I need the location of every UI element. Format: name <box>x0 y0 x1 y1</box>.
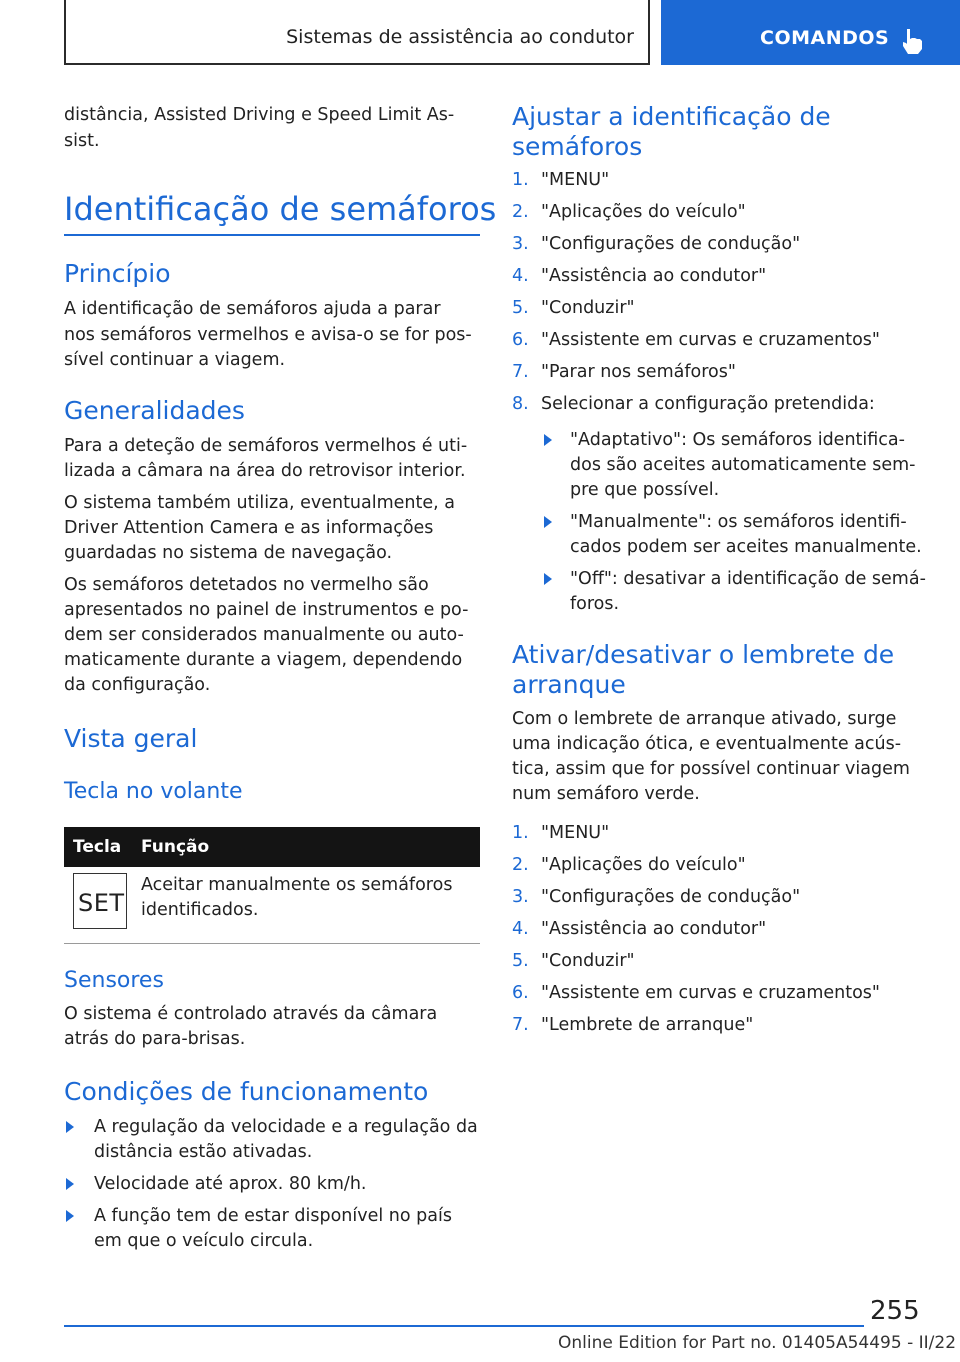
ativar-step-number: 3. <box>512 887 529 907</box>
table-bottom-rule <box>64 943 480 944</box>
principio-heading: Princípio <box>64 259 171 288</box>
generalidades-p2-line-3: guardadas no sistema de navegação. <box>64 543 393 563</box>
ajustar-step-text: "Assistente em curvas e cruzamentos" <box>541 330 880 350</box>
header-chapter-tab <box>661 0 960 65</box>
condicoes-bullet-3-line-1: A função tem de estar disponível no país <box>94 1206 452 1226</box>
ativar-step-text: "Assistência ao condutor" <box>541 919 767 939</box>
ativar-step-text: "MENU" <box>541 823 610 843</box>
page-number: 255 <box>870 1296 920 1326</box>
ativar-step-number: 4. <box>512 919 529 939</box>
bullet-triangle-icon <box>66 1210 74 1222</box>
ajustar-step-number: 1. <box>512 170 529 190</box>
ativar-step-text: "Aplicações do veículo" <box>541 855 746 875</box>
table-col-key: Tecla <box>73 837 122 857</box>
ajustar-step-number: 8. <box>512 394 529 414</box>
ajustar-step-number: 4. <box>512 266 529 286</box>
title-underline <box>64 234 480 236</box>
generalidades-p3-line-3: dem ser considerados manualmente ou auto- <box>64 625 464 645</box>
ajustar-step-text: "Assistência ao condutor" <box>541 266 767 286</box>
generalidades-p3-line-2: apresentados no painel de instrumentos e po- <box>64 600 469 620</box>
tecla-volante-heading: Tecla no volante <box>64 779 243 804</box>
table-col-function: Função <box>141 837 210 857</box>
set-key-icon <box>73 873 127 929</box>
ativar-step-number: 1. <box>512 823 529 843</box>
ativar-heading-line-2: arranque <box>512 670 626 699</box>
option-off-line-1: "Off": desativar a identificação de semá- <box>570 569 926 589</box>
pointing-hand-icon <box>899 27 925 55</box>
sensores-line-2: atrás do para-brisas. <box>64 1029 246 1049</box>
ativar-step-text: "Lembrete de arranque" <box>541 1015 754 1035</box>
ativar-step-text: "Conduzir" <box>541 951 635 971</box>
generalidades-p1-line-1: Para a deteção de semáforos vermelhos é uti- <box>64 436 468 456</box>
option-adaptativo-line-2: dos são aceites automaticamente sem- <box>570 455 916 475</box>
set-key-label: SET <box>78 889 125 917</box>
ajustar-step-text: Selecionar a configuração pretendida: <box>541 394 875 414</box>
generalidades-heading: Generalidades <box>64 396 245 425</box>
ativar-step-text: "Assistente em curvas e cruzamentos" <box>541 983 880 1003</box>
option-manualmente-line-2: cados podem ser aceites manualmente. <box>570 537 922 557</box>
bullet-triangle-icon <box>544 573 552 585</box>
ajustar-step-text: "Configurações de condução" <box>541 234 801 254</box>
ativar-step-number: 6. <box>512 983 529 1003</box>
ajustar-step-number: 5. <box>512 298 529 318</box>
ativar-step-text: "Configurações de condução" <box>541 887 801 907</box>
vista-geral-heading: Vista geral <box>64 724 198 753</box>
principio-line-3: sível continuar a viagem. <box>64 350 286 370</box>
generalidades-p1-line-2: lizada a câmara na área do retrovisor interior. <box>64 461 466 481</box>
footer-rule <box>64 1325 864 1327</box>
ajustar-step-number: 7. <box>512 362 529 382</box>
condicoes-heading: Condições de funcionamento <box>64 1077 429 1106</box>
sensores-heading: Sensores <box>64 968 164 993</box>
bullet-triangle-icon <box>66 1121 74 1133</box>
principio-line-1: A identificação de semáforos ajuda a parar <box>64 299 441 319</box>
ativar-line-3: tica, assim que for possível continuar viagem <box>512 759 910 779</box>
principio-line-2: nos semáforos vermelhos e avisa-o se for pos- <box>64 325 472 345</box>
header-section-box <box>64 0 650 65</box>
ativar-step-number: 5. <box>512 951 529 971</box>
ajustar-heading-line-2: semáforos <box>512 132 643 161</box>
condicoes-bullet-3-line-2: em que o veículo circula. <box>94 1231 314 1251</box>
condicoes-bullet-1-line-2: distância estão ativadas. <box>94 1142 313 1162</box>
bullet-triangle-icon <box>544 434 552 446</box>
option-adaptativo-line-1: "Adaptativo": Os semáforos identifica- <box>570 430 905 450</box>
footer-edition: Online Edition for Part no. 01405A54495 - II/22 <box>558 1333 957 1353</box>
ajustar-step-text: "Conduzir" <box>541 298 635 318</box>
generalidades-p2-line-2: Driver Attention Camera e as informações <box>64 518 434 538</box>
bullet-triangle-icon <box>66 1178 74 1190</box>
ativar-step-number: 2. <box>512 855 529 875</box>
table-func-line-2: identificados. <box>141 900 259 920</box>
header-section-title: Sistemas de assistência ao condutor <box>286 26 634 48</box>
sensores-line-1: O sistema é controlado através da câmara <box>64 1004 438 1024</box>
section-title: Identificação de semáforos <box>64 190 497 228</box>
ajustar-step-number: 6. <box>512 330 529 350</box>
generalidades-p3-line-5: da configuração. <box>64 675 211 695</box>
ajustar-heading-line-1: Ajustar a identificação de <box>512 102 831 131</box>
table-func-line-1: Aceitar manualmente os semáforos <box>141 875 453 895</box>
intro-line-2: sist. <box>64 131 100 151</box>
ajustar-step-number: 3. <box>512 234 529 254</box>
condicoes-bullet-1-line-1: A regulação da velocidade e a regulação da <box>94 1117 478 1137</box>
option-manualmente-line-1: "Manualmente": os semáforos identifi- <box>570 512 907 532</box>
generalidades-p2-line-1: O sistema também utiliza, eventualmente, a <box>64 493 455 513</box>
ativar-line-2: uma indicação ótica, e eventualmente acús- <box>512 734 902 754</box>
key-table-header <box>64 827 480 867</box>
header-chapter-label: COMANDOS <box>760 27 890 49</box>
ajustar-step-text: "MENU" <box>541 170 610 190</box>
ajustar-step-text: "Aplicações do veículo" <box>541 202 746 222</box>
option-off-line-2: foros. <box>570 594 620 614</box>
ativar-line-1: Com o lembrete de arranque ativado, surge <box>512 709 897 729</box>
ativar-step-number: 7. <box>512 1015 529 1035</box>
condicoes-bullet-2-line-1: Velocidade até aprox. 80 km/h. <box>94 1174 367 1194</box>
ativar-heading-line-1: Ativar/desativar o lembrete de <box>512 640 895 669</box>
generalidades-p3-line-4: maticamente durante a viagem, dependendo <box>64 650 463 670</box>
ajustar-step-text: "Parar nos semáforos" <box>541 362 736 382</box>
option-adaptativo-line-3: pre que possível. <box>570 480 720 500</box>
ajustar-step-number: 2. <box>512 202 529 222</box>
intro-line-1: distância, Assisted Driving e Speed Limit As- <box>64 105 455 125</box>
generalidades-p3-line-1: Os semáforos detetados no vermelho são <box>64 575 429 595</box>
bullet-triangle-icon <box>544 516 552 528</box>
ativar-line-4: num semáforo verde. <box>512 784 700 804</box>
